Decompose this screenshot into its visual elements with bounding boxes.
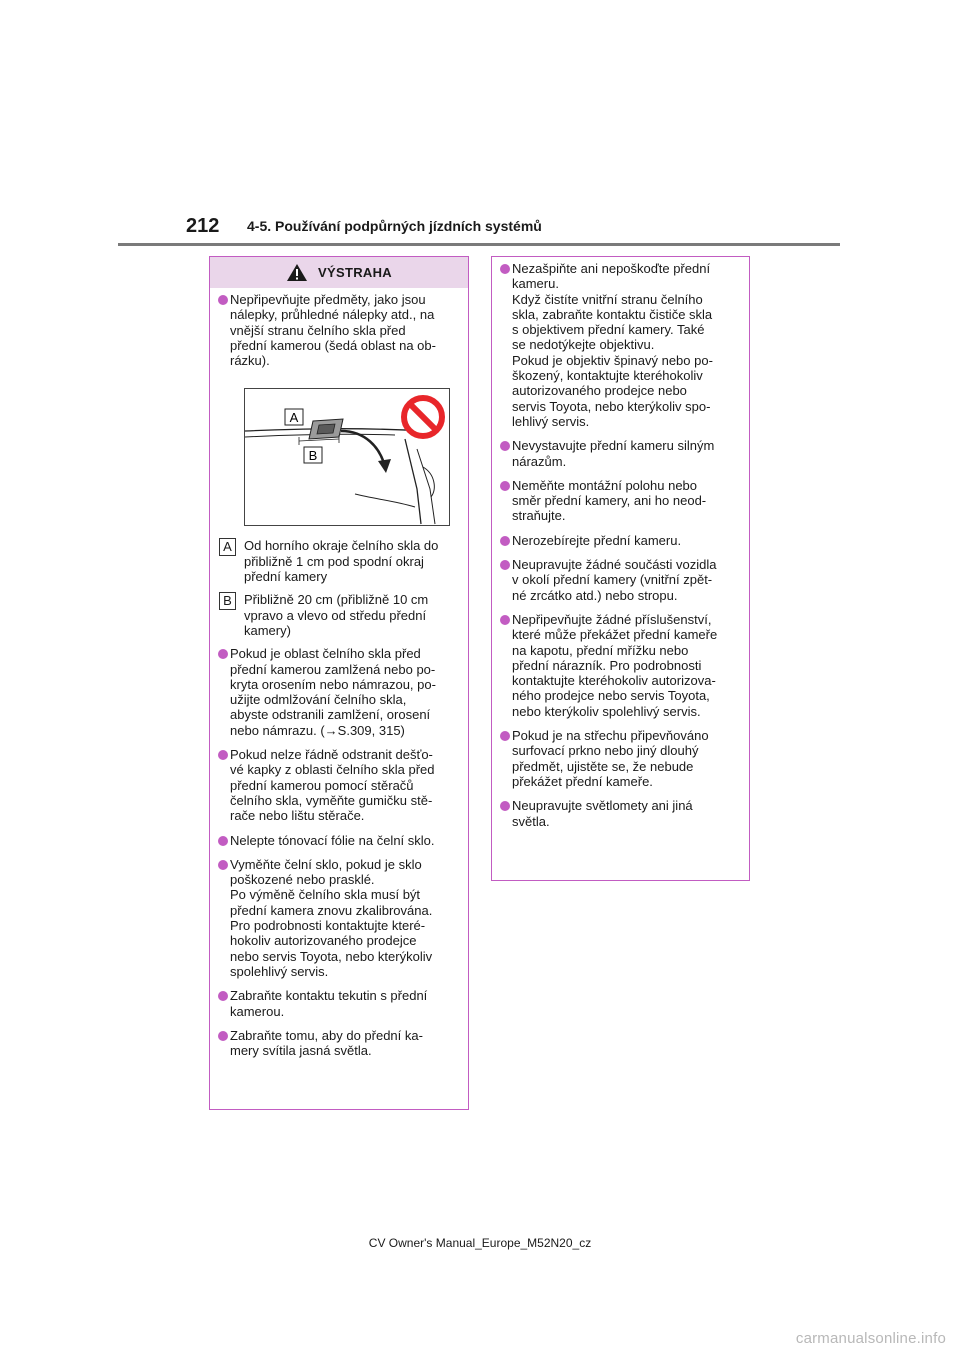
warning-item: Zabraňte tomu, aby do přední ka- mery svítila jasná světla. bbox=[218, 1028, 458, 1059]
warning-box-right bbox=[491, 256, 750, 881]
prohibition-icon bbox=[404, 398, 442, 436]
warning-item: Zabraňte kontaktu tekutin s přední kamerou. bbox=[218, 988, 458, 1019]
warning-item: Vyměňte čelní sklo, pokud je sklo poškozené nebo prasklé. Po výměně čelního skla musí být přední kamera znovu zkalibrována. Pro podrobnosti kontaktujte které- hokoliv autorizovaného prodejce nebo servis Toyota, nebo kterýkoliv spolehlivý servis. bbox=[218, 857, 458, 979]
figure-label-a: A bbox=[289, 410, 299, 426]
camera-area-illustration bbox=[244, 388, 450, 526]
legend-row bbox=[218, 538, 458, 584]
warning-item: Nerozebírejte přední kameru. bbox=[500, 533, 739, 548]
legend-key-a: A bbox=[219, 538, 236, 556]
figure-legend bbox=[218, 538, 458, 638]
page-number: 212 bbox=[186, 215, 220, 237]
figure-label-b: B bbox=[308, 448, 318, 464]
warning-item: Pokud nelze řádně odstranit dešťo- vé kapky z oblasti čelního skla před přední kamerou pomocí stěračů čelního skla, vyměňte gumičku stě- rače nebo lištu stěrače. bbox=[218, 747, 458, 823]
warning-box-left bbox=[209, 256, 469, 1110]
warning-item: Neměňte montážní polohu nebo směr přední kamery, ani ho neod- straňujte. bbox=[500, 478, 739, 524]
legend-text-a: Od horního okraje čelního skla do přibližně 1 cm pod spodní okraj přední kamery bbox=[244, 538, 439, 585]
warning-item: Nepřipevňujte předměty, jako jsou nálepky, průhledné nálepky atd., na vnější stranu čelního skla před přední kamerou (šedá oblast na ob- rázku). bbox=[218, 292, 458, 368]
warning-item: Pokud je na střechu připevňováno surfovací prkno nebo jiný dlouhý předmět, ujistěte se, že nebude překážet přední kameře. bbox=[500, 728, 739, 789]
legend-row bbox=[218, 592, 458, 638]
warning-triangle-icon bbox=[286, 263, 308, 282]
legend-text-b: Přibližně 20 cm (přibližně 10 cm vpravo a vlevo od středu přední kamery) bbox=[244, 592, 429, 638]
header-divider bbox=[118, 243, 840, 246]
watermark[interactable]: carmanualsonline.info bbox=[795, 1330, 946, 1347]
warning-item: Pokud je oblast čelního skla před přední kamerou zamlžená nebo po- kryta orosením nebo námrazou, po- užijte odmlžování čelního skla, abyste odstranili zamlžení, orosení nebo námrazu. (→S.309, 315) bbox=[218, 646, 458, 738]
footer-manual-name: CV Owner's Manual_Europe_M52N20_cz bbox=[368, 1236, 592, 1250]
warning-title: VÝSTRAHA bbox=[318, 265, 392, 280]
warning-item: Nezašpiňte ani nepoškoďte přední kameru. Když čistíte vnitřní stranu čelního skla, zabraňte kontaktu čističe skla s objektivem přední kamery. Také se nedotýkejte objektivu. Pokud je objektiv špinavý nebo po- škozený, kontaktujte kteréhokoliv autorizovaného prodejce nebo servis Toyota, nebo kterýkoliv spo- lehlivý servis. bbox=[500, 261, 739, 429]
warning-left-column bbox=[210, 288, 468, 1058]
warning-item: Neupravujte žádné součásti vozidla v okolí přední kamery (vnitřní zpět- né zrcátko atd.) nebo stropu. bbox=[500, 557, 739, 603]
warning-item: Nevystavujte přední kameru silným nárazům. bbox=[500, 438, 739, 469]
warning-item: Nepřipevňujte žádné příslušenství, které může překážet přední kameře na kapotu, přední mřížku nebo přední nárazník. Pro podrobnosti kontaktujte kteréhokoliv autorizova- ného prodejce nebo servis Toyota, nebo kterýkoliv spolehlivý servis. bbox=[500, 612, 739, 719]
section-title: 4-5. Používání podpůrných jízdních systémů bbox=[247, 218, 542, 234]
warning-item: Neupravujte světlomety ani jiná světla. bbox=[500, 798, 739, 829]
warning-header bbox=[210, 257, 468, 288]
warning-right-column bbox=[492, 257, 749, 829]
legend-key-b: B bbox=[219, 592, 236, 610]
warning-item: Nelepte tónovací fólie na čelní sklo. bbox=[218, 833, 458, 848]
